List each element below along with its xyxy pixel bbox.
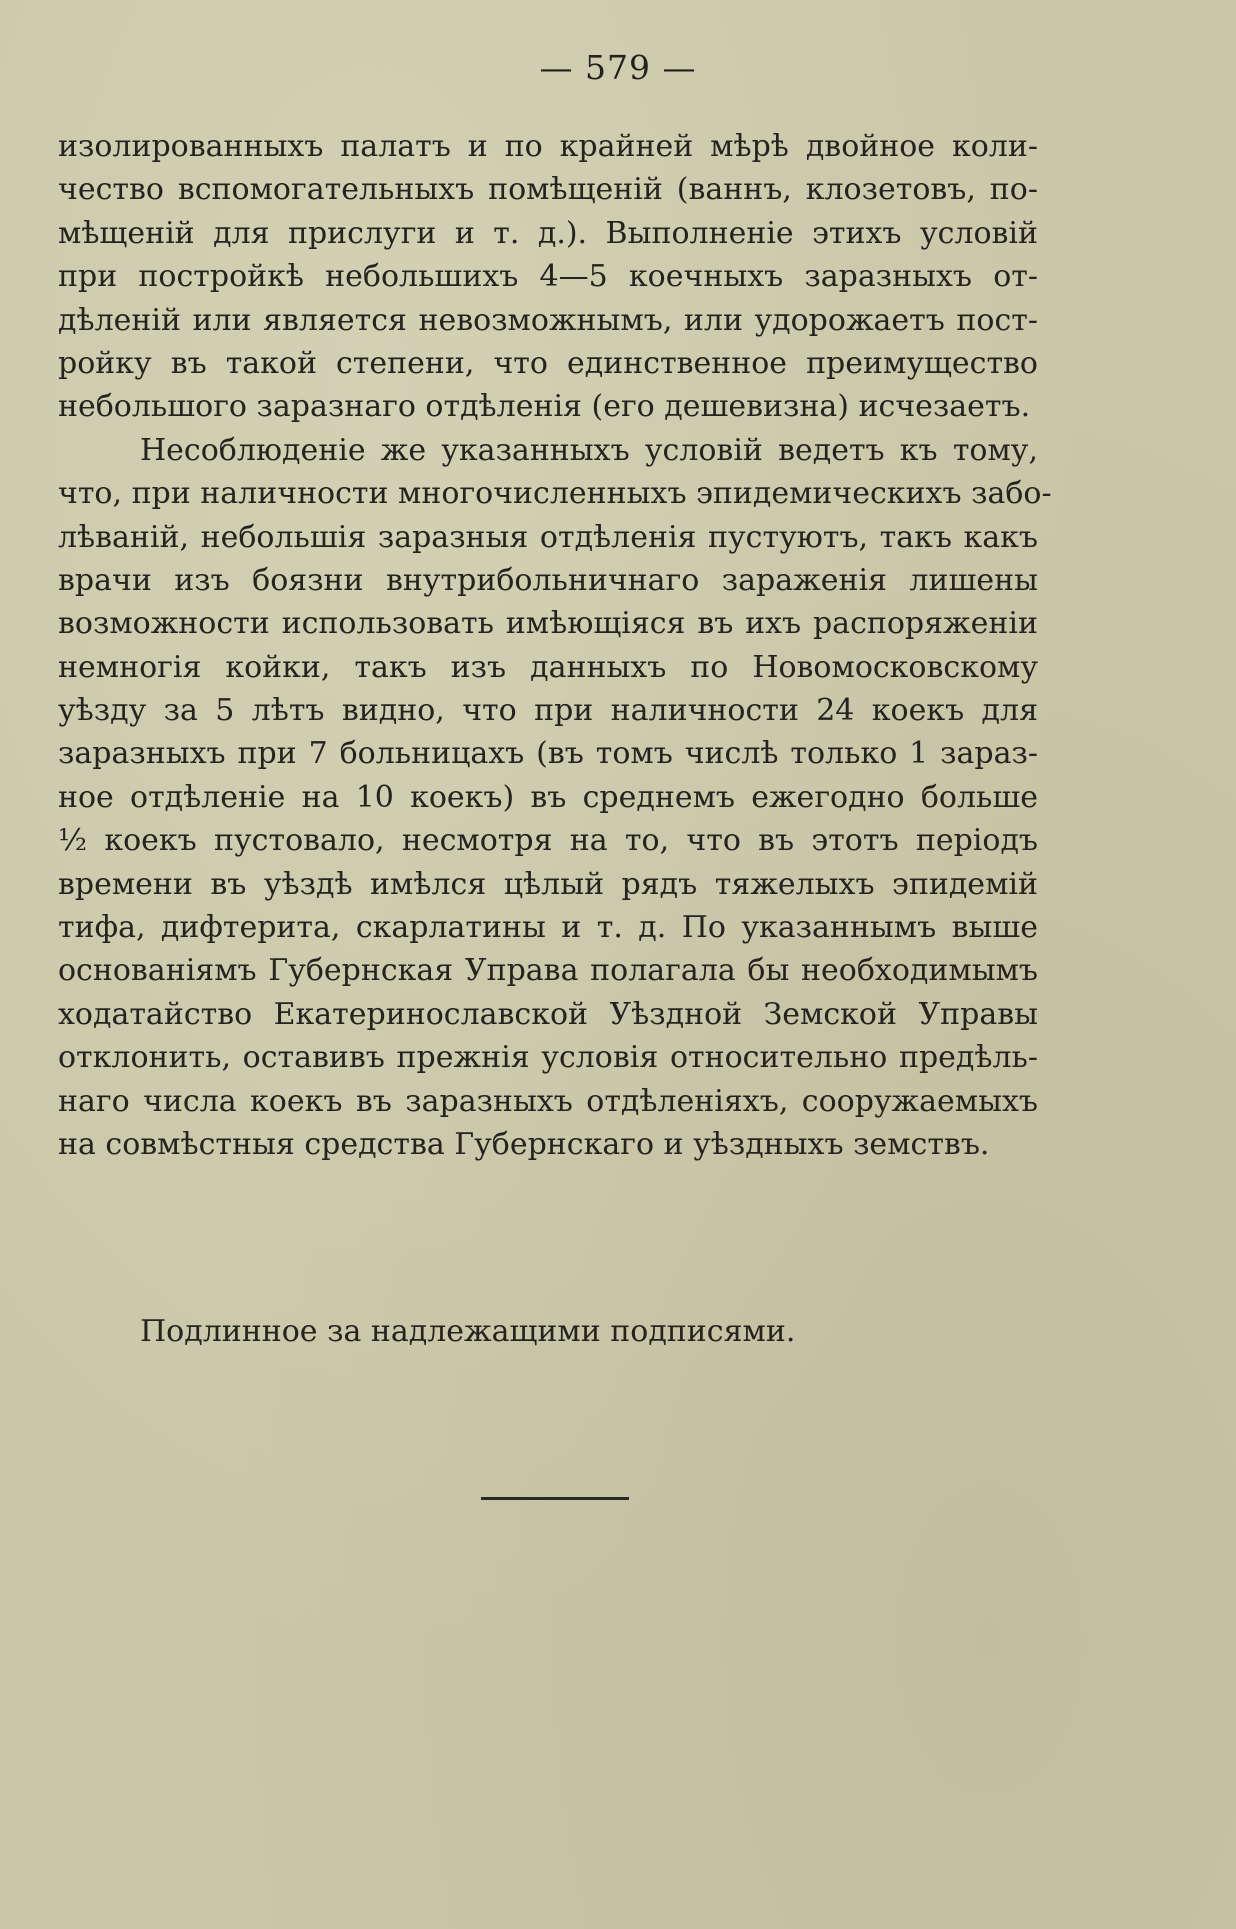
text-line: Несоблюденiе же указанныхъ условiй ведетъ къ тому, (140, 432, 1038, 468)
text-line: изолированныхъ палатъ и по крайней мѣрѣ двойное коли- (58, 129, 1038, 164)
paragraph-2 (58, 429, 1052, 1167)
text-line: тифа, дифтерита, скарлатины и т. д. По указаннымъ выше (58, 910, 1038, 946)
text-line: чество вспомогательныхъ помѣщенiй (ваннъ, клозетовъ, по- (58, 172, 1038, 208)
text-line: заразныхъ при 7 больницахъ (въ томъ числѣ только 1 зараз- (58, 736, 1038, 772)
text-line: ½ коекъ пустовало, несмотря на то, что въ этотъ перiодъ (58, 823, 1038, 859)
paragraph-1 (58, 125, 1038, 429)
body-text (58, 125, 1052, 1166)
text-line: при постройкѣ небольшихъ 4—5 коечныхъ заразныхъ от- (58, 259, 1038, 295)
text-line: на совмѣстныя средства Губернскаго и уѣздныхъ земствъ. (58, 1126, 990, 1162)
text-line: небольшого заразнаго отдѣленiя (его дешевизна) исчезаетъ. (58, 389, 1031, 425)
text-line: лѣванiй, небольшiя заразныя отдѣленiя пустуютъ, такъ какъ (58, 519, 1038, 555)
text-line: немногiя койки, такъ изъ данныхъ по Новомосковскому (58, 649, 1038, 685)
text-line: ное отдѣленiе на 10 коекъ) въ среднемъ ежегодно больше (58, 779, 1038, 815)
text-line: что, при наличности многочисленныхъ эпидемическихъ забо- (58, 476, 1052, 512)
text-line: ройку въ такой степени, что единственное преимущество (58, 345, 1038, 381)
text-line: врачи изъ боязни внутрибольничнаго зараженiя лишены (58, 562, 1038, 598)
closing-rule (481, 1497, 629, 1500)
text-line: ходатайство Екатеринославской Уѣздной Земской Управы (58, 996, 1038, 1032)
text-line: наго числа коекъ въ заразныхъ отдѣленiяхъ, сооружаемыхъ (58, 1083, 1038, 1119)
text-line: возможности использовать имѣющiяся въ ихъ распоряженiи (58, 606, 1038, 642)
text-line: мѣщенiй для прислуги и т. д.). Выполненiе этихъ условiй (58, 215, 1038, 251)
page-number: — 579 — (539, 48, 697, 87)
text-line: дѣленiй или является невозможнымъ, или удорожаетъ пост- (58, 302, 1038, 338)
text-line: времени въ уѣздѣ имѣлся цѣлый рядъ тяжелыхъ эпидемiй (58, 866, 1038, 902)
text-line: отклонить, оставивъ прежнiя условiя относительно предѣль- (58, 1040, 1038, 1076)
signature-note: Подлинное за надлежащими подписями. (140, 1314, 796, 1349)
text-line: основанiямъ Губернская Управа полагала бы необходимымъ (58, 953, 1038, 989)
text-line: уѣзду за 5 лѣтъ видно, что при наличности 24 коекъ для (58, 693, 1038, 729)
